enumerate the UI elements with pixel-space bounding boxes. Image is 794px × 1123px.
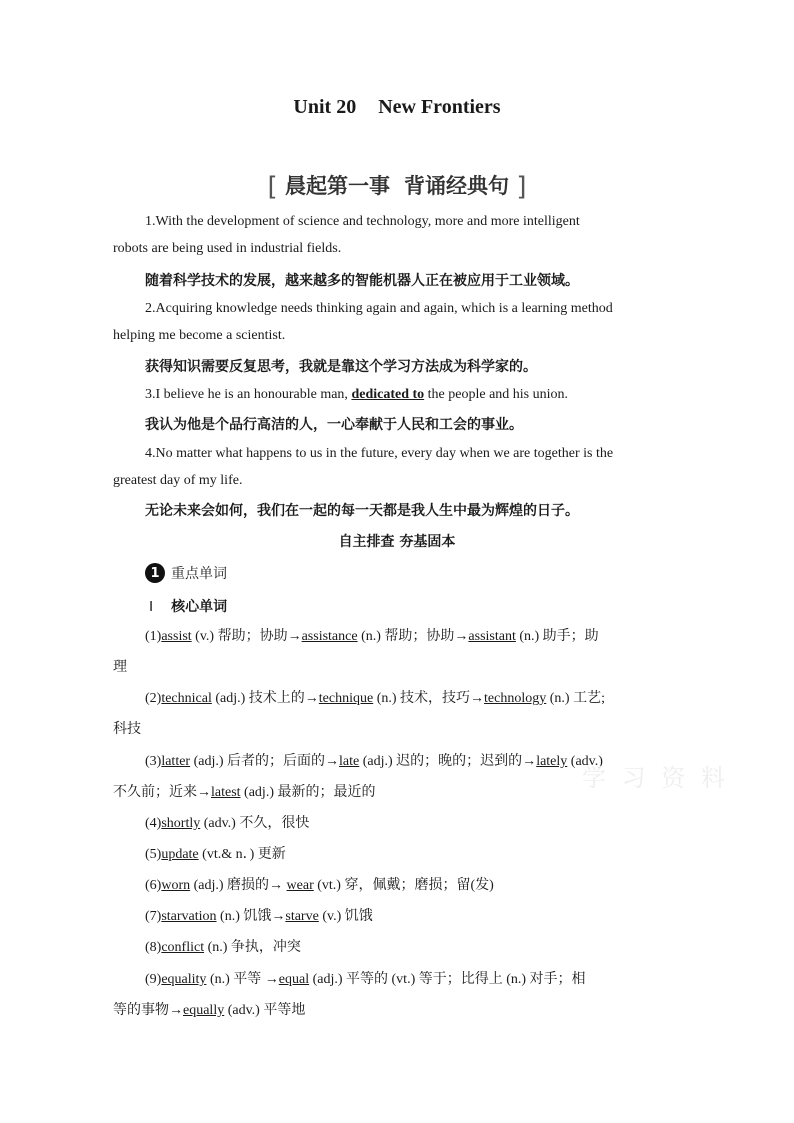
sentence-2-zh: 获得知识需要反复思考，我就是靠这个学习方法成为科学家的。 — [145, 359, 537, 375]
number-circle-icon: 1 — [145, 563, 165, 583]
entry-number: (5) — [145, 847, 162, 862]
entry-text: 科技 — [113, 722, 141, 737]
entry-text: (vt.& n．) 更新 — [198, 847, 286, 862]
entry-1 — [113, 621, 679, 683]
answer-word: late — [339, 754, 360, 769]
entry-text: (adj.) 技术上的→ — [211, 691, 319, 706]
entry-text: (n.) 平等 → — [206, 972, 279, 987]
sentence-2-line1: 2.Acquiring knowledge needs thinking again and again, which is a learning method — [145, 301, 613, 316]
sentence-4-line2: greatest day of my life. — [113, 473, 243, 488]
unit-title — [0, 96, 794, 119]
answer-word: latter — [161, 754, 191, 769]
answer-word: conflict — [161, 940, 205, 955]
answer-word: latest — [211, 785, 241, 800]
entry-number: (4) — [145, 816, 162, 831]
sentence-3-en — [113, 381, 679, 408]
entry-4 — [113, 808, 679, 839]
left-bracket: [ — [267, 172, 278, 202]
entry-text: (adv.) 平等地 — [224, 1003, 306, 1018]
vocab-label: 重点单词 — [171, 566, 227, 582]
entry-text: (adj.) 磨损的→ — [190, 878, 287, 893]
answer-word: equality — [161, 972, 207, 987]
entry-number: (2) — [145, 691, 162, 706]
sentence-1-en — [113, 208, 679, 262]
sentence-4-zh: 无论未来会如何，我们在一起的每一天都是我人生中最为辉煌的日子。 — [145, 503, 579, 519]
unit-number: Unit 20 — [293, 96, 357, 118]
entry-number: (1) — [145, 629, 162, 644]
entry-text: (n.) 助手；助 — [515, 629, 599, 644]
sentence-3-phrase: dedicated to — [351, 387, 425, 402]
entry-text: (n.) 饥饿→ — [216, 909, 286, 924]
answer-word: starve — [285, 909, 319, 924]
answer-word: technique — [318, 691, 374, 706]
sentence-2-line2: helping me become a scientist. — [113, 328, 286, 343]
entry-text: (adj.) 平等的 (vt.) 等于；比得上 (n.) 对手；相 — [309, 972, 586, 987]
entry-text: 理 — [113, 660, 127, 675]
answer-word: technology — [484, 691, 547, 706]
practice-subheading: 自主排查 夯基固本 — [338, 534, 456, 550]
sentence-4-line1: 4.No matter what happens to us in the future, every day when we are together is the — [145, 446, 614, 461]
core-words-heading — [149, 596, 227, 616]
entry-6 — [113, 870, 679, 901]
sentence-1-line1: 1.With the development of science and technology, more and more intelligent — [145, 214, 580, 229]
entry-text: (v.) 帮助；协助→ — [191, 629, 302, 644]
entry-7 — [113, 901, 679, 932]
banner-part2: 背诵经典句 — [404, 174, 509, 198]
watermark: 学 习 资 料 — [582, 764, 729, 792]
entry-text: (adv.) — [567, 754, 603, 769]
entry-text: 不久前；近来→ — [113, 785, 211, 800]
entry-number: (6) — [145, 878, 162, 893]
entry-text: (adv.) 不久，很快 — [200, 816, 310, 831]
vocab-heading — [145, 563, 227, 583]
entry-8 — [113, 932, 679, 963]
entry-text: (v.) 饥饿 — [318, 909, 373, 924]
entry-9 — [113, 964, 679, 1026]
answer-word: shortly — [161, 816, 201, 831]
sentence-1-line2: robots are being used in industrial fields. — [113, 241, 342, 256]
entry-number: (3) — [145, 754, 162, 769]
entry-text: (adj.) 最新的；最近的 — [240, 785, 376, 800]
entry-5 — [113, 839, 679, 870]
entry-text: (n.) 工艺; — [546, 691, 605, 706]
sentence-2-en — [113, 295, 679, 349]
answer-word: lately — [536, 754, 568, 769]
entry-number: (7) — [145, 909, 162, 924]
unit-name: New Frontiers — [378, 96, 501, 118]
entry-text: (n.) 帮助；协助→ — [357, 629, 469, 644]
entry-text: (n.) 技术，技巧→ — [373, 691, 485, 706]
sentence-3-pre: 3.I believe he is an honourable man, — [145, 387, 352, 402]
right-bracket: ] — [516, 172, 527, 202]
answer-word: assistance — [301, 629, 358, 644]
entry-text: (adj.) 迟的；晚的；迟到的→ — [359, 754, 537, 769]
answer-word: equally — [183, 1003, 225, 1018]
entry-number: (8) — [145, 940, 162, 955]
answer-word: assistant — [468, 629, 516, 644]
entry-text: (vt.) 穿，佩戴；磨损；留(发) — [313, 878, 494, 893]
sentence-3-zh: 我认为他是个品行高洁的人，一心奉献于人民和工会的事业。 — [145, 417, 523, 433]
answer-word: equal — [278, 972, 310, 987]
sentence-3-post: the people and his union. — [424, 387, 569, 402]
answer-word: starvation — [161, 909, 217, 924]
core-words-label: 核心单词 — [171, 599, 228, 615]
answer-word: wear — [286, 878, 314, 893]
sentence-1-zh: 随着科学技术的发展，越来越多的智能机器人正在被应用于工业领域。 — [145, 273, 579, 289]
answer-word: worn — [161, 878, 191, 893]
answer-word: assist — [161, 629, 192, 644]
entry-text: 等的事物→ — [113, 1003, 183, 1018]
roman-numeral: Ⅰ — [149, 600, 154, 615]
section-banner — [0, 170, 794, 202]
entry-text: (n.) 争执，冲突 — [204, 940, 301, 955]
banner-part1: 晨起第一事 — [285, 174, 390, 198]
answer-word: update — [161, 847, 199, 862]
answer-word: technical — [161, 691, 212, 706]
entry-number: (9) — [145, 972, 162, 987]
entry-2 — [113, 683, 679, 745]
sentence-4-en — [113, 440, 679, 494]
entry-text: (adj.) 后者的；后面的→ — [190, 754, 340, 769]
